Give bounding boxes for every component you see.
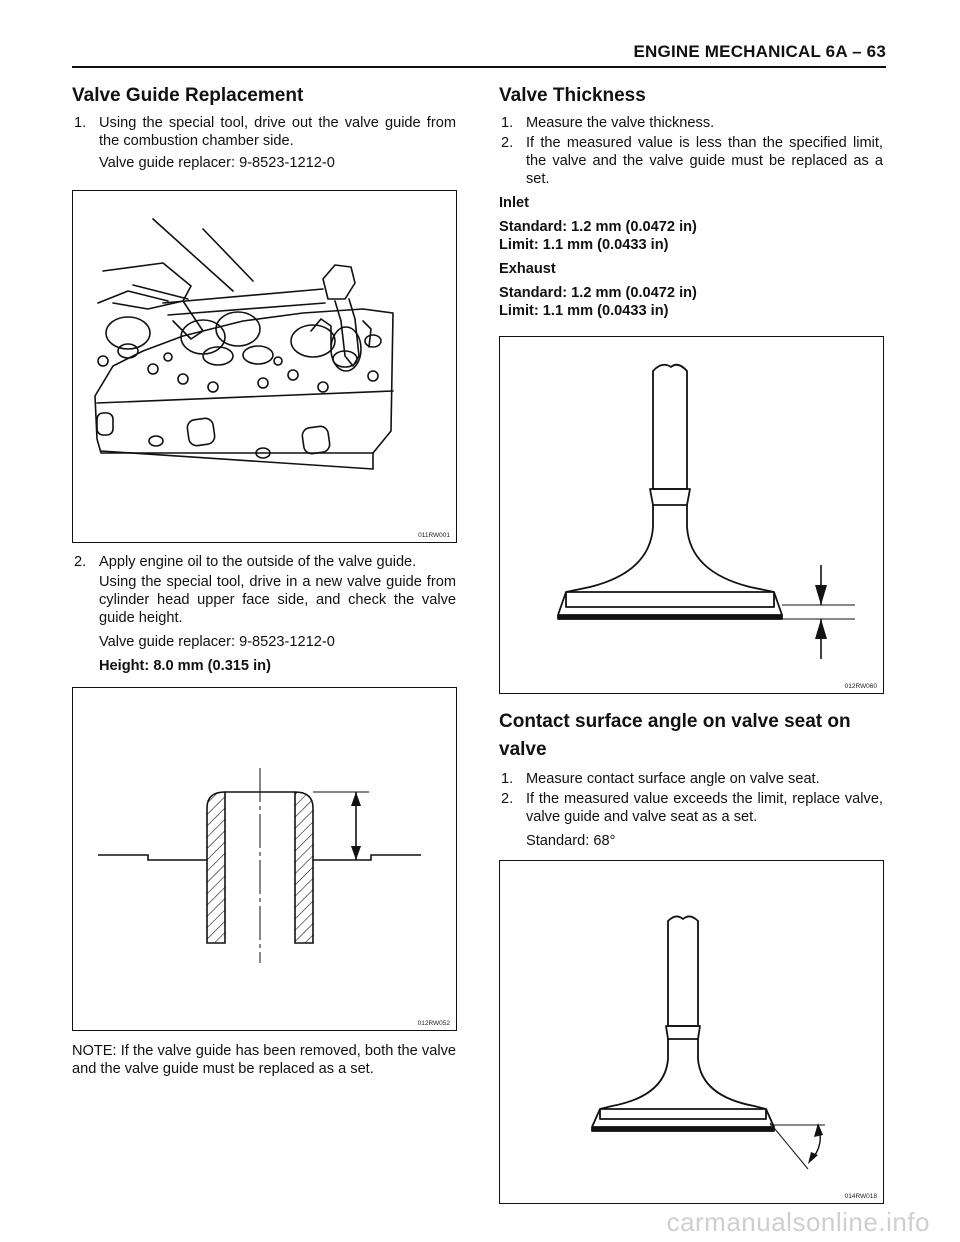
valve-thickness-heading: Valve Thickness	[499, 85, 646, 106]
exhaust-limit: Limit: 1.1 mm (0.0433 in)	[499, 303, 669, 319]
figure-3-code: 012RW060	[844, 683, 877, 690]
valve-guide-replacement-heading: Valve Guide Replacement	[72, 85, 304, 106]
valve-guide-note: NOTE: If the valve guide has been removed, both the valve and the valve guide must be replaced as a set.	[72, 1043, 456, 1077]
valve-thickness-diagram	[500, 337, 883, 693]
angle-step-1-number: 1.	[501, 771, 514, 787]
inlet-label: Inlet	[499, 195, 529, 211]
left-step-2	[72, 553, 456, 571]
angle-step-2-number: 2.	[501, 791, 514, 807]
page-header	[72, 38, 886, 68]
exhaust-standard: Standard: 1.2 mm (0.0472 in)	[499, 285, 697, 301]
left-step-1-tool: Valve guide replacer: 9-8523-1212-0	[99, 155, 335, 171]
angle-step-2-text: If the measured value exceeds the limit, replace valve, valve guide and valve seat as a set.	[526, 791, 883, 825]
contact-angle-diagram	[500, 861, 883, 1203]
figure-2-code: 012RW052	[417, 1020, 450, 1027]
right-step-1-text: Measure the valve thickness.	[526, 115, 715, 131]
angle-standard: Standard: 68°	[526, 833, 616, 849]
figure-4-code: 014RW018	[844, 1193, 877, 1200]
cylinder-head-hammer-illustration	[73, 191, 456, 542]
exhaust-label: Exhaust	[499, 261, 556, 277]
right-step-1	[499, 114, 883, 132]
left-column-part-2	[72, 553, 456, 681]
figure-valve-guide-removal	[72, 190, 457, 543]
left-column	[72, 84, 456, 178]
contact-angle-heading-line-1: Contact surface angle on valve seat on	[499, 711, 851, 732]
right-step-1-number: 1.	[501, 115, 514, 131]
angle-step-1	[499, 770, 883, 788]
figure-contact-angle	[499, 860, 884, 1204]
contact-angle-heading-line-2: valve	[499, 739, 547, 760]
angle-step-2	[499, 790, 883, 826]
left-step-1	[72, 114, 456, 150]
height-spec: Height: 8.0 mm (0.315 in)	[99, 658, 271, 674]
inlet-limit: Limit: 1.1 mm (0.0433 in)	[499, 237, 669, 253]
right-column-part-2	[499, 708, 883, 856]
left-step-1-number: 1.	[74, 115, 87, 131]
page-header-title: ENGINE MECHANICAL 6A – 63	[633, 42, 886, 61]
left-step-2-text: Apply engine oil to the outside of the valve guide.	[99, 554, 417, 570]
right-step-2-number: 2.	[501, 135, 514, 151]
figure-valve-guide-height	[72, 687, 457, 1031]
figure-valve-thickness	[499, 336, 884, 694]
watermark: carmanualsonline.info	[666, 1207, 930, 1237]
left-step-1-text: Using the special tool, drive out the valve guide from the combustion chamber side.	[99, 115, 456, 149]
valve-guide-height-diagram	[73, 688, 456, 1030]
right-step-2	[499, 134, 883, 188]
right-column	[499, 84, 883, 320]
figure-1-code: 011RW001	[418, 532, 450, 539]
left-step-2-detail: Using the special tool, drive in a new valve guide from cylinder head upper face side, and check the valve guide height.	[99, 574, 456, 626]
right-step-2-text: If the measured value is less than the specified limit, the valve and the valve guide must be replaced as a set.	[526, 135, 883, 187]
inlet-standard: Standard: 1.2 mm (0.0472 in)	[499, 219, 697, 235]
left-step-2-tool: Valve guide replacer: 9-8523-1212-0	[99, 634, 335, 650]
angle-step-1-text: Measure contact surface angle on valve seat.	[526, 771, 820, 787]
left-step-2-number: 2.	[74, 554, 87, 570]
